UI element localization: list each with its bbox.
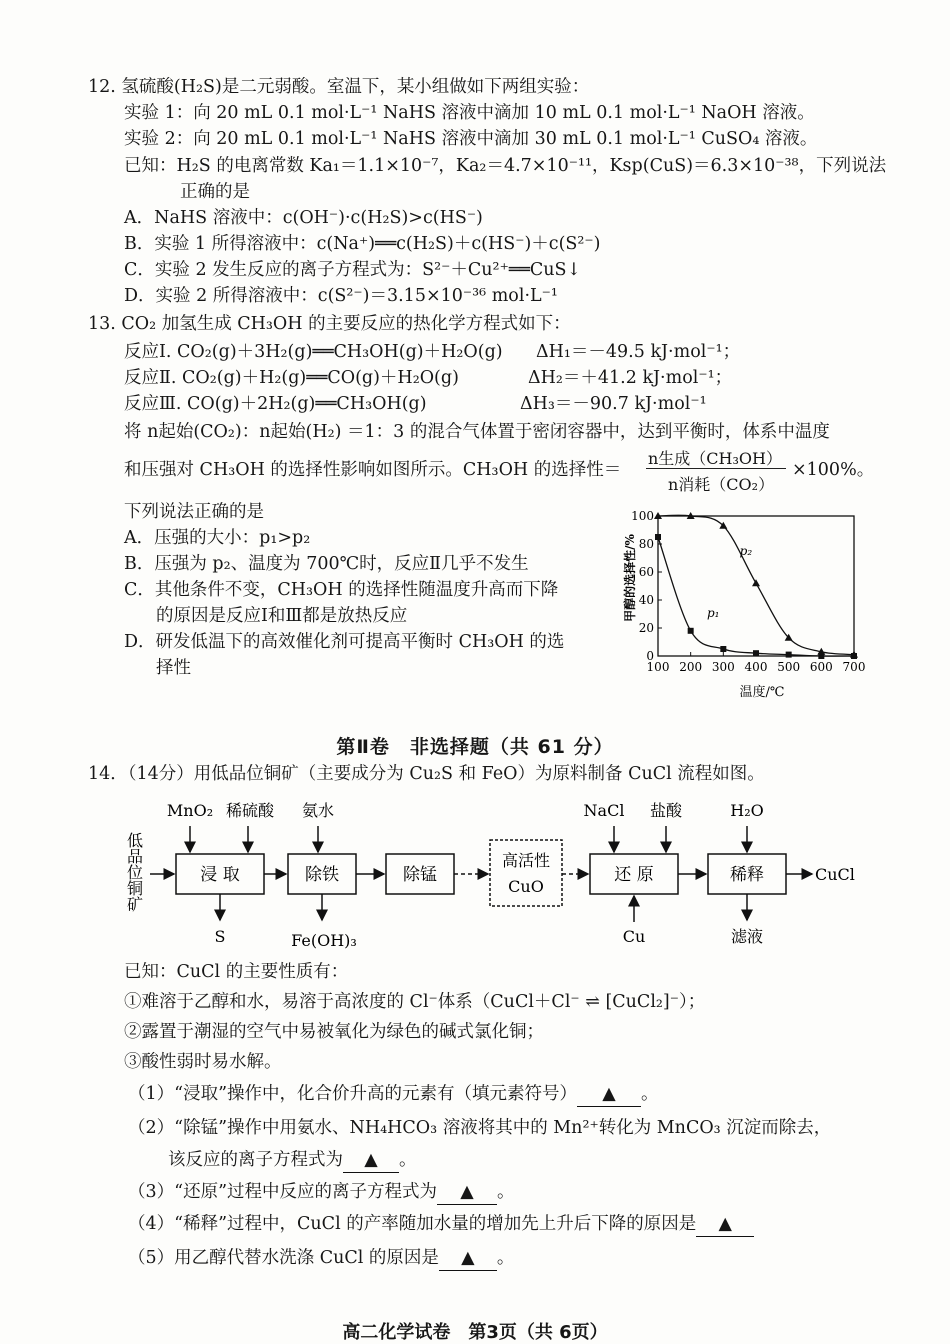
flow-box-reduce-label: 还 原	[614, 865, 654, 885]
q14-sub-5-text: （5）用乙醇代替水洗涤 CuCl 的原因是	[128, 1248, 439, 1268]
q12-exp2: 实验 2：向 20 mL 0.1 mol·L⁻¹ NaHS 溶液中滴加 30 mL 0.1 mol·L⁻¹ CuSO₄ 溶液。	[124, 129, 818, 149]
q13-option-a: A．压强的大小：p₁>p₂	[124, 528, 311, 548]
q12-option-b: B．实验 1 所得溶液中：c(Na⁺)══c(H₂S)＋c(HS⁻)＋c(S²⁻)	[124, 234, 601, 254]
q13-option-c: C．其他条件不变，CH₃OH 的选择性随温度升高而下降	[124, 580, 559, 600]
flow-box-cuo-label-2: CuO	[508, 877, 544, 896]
reagent-hcl: 盐酸	[649, 801, 683, 820]
output-filtrate: 滤液	[730, 927, 764, 946]
y-tick-label: 20	[638, 621, 654, 635]
q14-known: 已知：CuCl 的主要性质有：	[124, 962, 349, 982]
page-footer: 高二化学试卷 第3页（共 6页）	[342, 1322, 608, 1343]
flow-box-dilute-label: 稀释	[730, 865, 764, 885]
x-tick-label: 500	[777, 660, 801, 674]
y-tick-label: 60	[638, 565, 654, 579]
flow-box-leach-label: 浸 取	[200, 865, 240, 885]
q13-reaction-1-dh: ΔH₁＝－49.5 kJ·mol⁻¹；	[536, 342, 741, 362]
series-1-label: p₁	[707, 605, 720, 620]
q14-sub-2-cont-text: 该反应的离子方程式为	[168, 1150, 343, 1170]
series-2-label: p₂	[739, 544, 753, 559]
q13-option-d: D．研发低温下的高效催化剂可提高平衡时 CH₃OH 的选	[124, 632, 565, 652]
flow-box-mn-label: 除锰	[403, 865, 437, 885]
q13-stem: 13. CO₂ 加氢生成 CH₃OH 的主要反应的热化学方程式如下：	[88, 314, 571, 334]
q12-exp1: 实验 1：向 20 mL 0.1 mol·L⁻¹ NaHS 溶液中滴加 10 mL 0.1 mol·L⁻¹ NaOH 溶液。	[124, 103, 815, 123]
flow-input-label: 低品位铜矿	[124, 832, 144, 912]
y-tick-label: 80	[638, 537, 654, 551]
x-tick-label: 100	[646, 660, 670, 674]
q13-selectivity: 和压强对 CH₃OH 的选择性影响如图所示。CH₃OH 的选择性＝	[124, 460, 622, 480]
q13-reaction-3-dh: ΔH₃＝－90.7 kJ·mol⁻¹	[520, 394, 707, 414]
answer-blank-3[interactable]: ▲	[437, 1180, 497, 1205]
section-heading: 第Ⅱ卷 非选择题（共 61 分）	[336, 736, 614, 758]
x-tick-label: 200	[679, 660, 703, 674]
q14-sub-2: （2）“除锰”操作中用氨水、NH₄HCO₃ 溶液将其中的 Mn²⁺转化为 MnCO₃ 沉淀而除去，	[128, 1118, 832, 1138]
flow-box-cuo	[490, 840, 562, 906]
series-1-point	[753, 650, 759, 656]
chart-ylabel: 甲醇的选择性/%	[623, 534, 637, 622]
q12-known: 已知：H₂S 的电离常数 Ka₁＝1.1×10⁻⁷，Ka₂＝4.7×10⁻¹¹，Ksp(CuS)＝6.3×10⁻³⁸，下列说法	[124, 156, 887, 176]
flow-box-iron-label: 除铁	[305, 865, 339, 885]
answer-blank-2[interactable]: ▲	[343, 1148, 399, 1173]
x-tick-label: 400	[744, 660, 768, 674]
input-cu: Cu	[622, 927, 646, 946]
flow-diagram	[100, 792, 880, 962]
flow-arrows	[150, 826, 812, 922]
q14-sub-5: （5）用乙醇代替水洗涤 CuCl 的原因是 ▲ 。	[128, 1246, 514, 1271]
q13-reaction-1: 反应Ⅰ. CO₂(g)＋3H₂(g)══CH₃OH(g)＋H₂O(g)	[124, 342, 503, 362]
q12-option-c: C．实验 2 发生反应的离子方程式为：S²⁻＋Cu²⁺══CuS↓	[124, 260, 582, 280]
q12-stem: 12. 氢硫酸(H₂S)是二元弱酸。室温下，某小组做如下两组实验：	[88, 77, 590, 97]
q14-prop-2: ②露置于潮湿的空气中易被氧化为绿色的碱式氯化铜；	[124, 1022, 544, 1042]
q13-lead: 下列说法正确的是	[124, 502, 264, 522]
answer-blank-4[interactable]: ▲	[696, 1212, 754, 1237]
q14-sub-1: （1）“浸取”操作中，化合价升高的元素有（填元素符号） ▲ 。	[128, 1082, 659, 1107]
q14-sub-3: （3）“还原”过程中反应的离子方程式为 ▲ 。	[128, 1180, 515, 1205]
q13-frac-numerator: n生成（CH₃OH）	[648, 449, 782, 468]
q14-sub-4	[128, 1212, 754, 1237]
series-1-point	[786, 652, 792, 658]
q13-option-c-cont: 的原因是反应Ⅰ和Ⅲ都是放热反应	[156, 606, 408, 626]
reagent-nacl: NaCl	[583, 801, 625, 820]
q14-sub-4-text: （4）“稀释”过程中，CuCl 的产率随加水量的增加先上升后下降的原因是	[128, 1214, 697, 1234]
q14-prop-3: ③酸性弱时易水解。	[124, 1052, 282, 1072]
reagent-ammonia: 氨水	[301, 801, 335, 820]
q13-option-b: B．压强为 p₂、温度为 700℃时，反应Ⅱ几乎不发生	[124, 554, 529, 574]
output-cucl: CuCl	[815, 865, 855, 884]
q12-option-a: A．NaHS 溶液中：c(OH⁻)·c(H₂S)>c(HS⁻)	[124, 208, 483, 228]
methanol-selectivity-chart	[604, 500, 874, 705]
q12-known-cont: 正确的是	[180, 182, 250, 202]
series-2-point	[752, 579, 760, 586]
y-tick-label: 0	[646, 649, 654, 663]
q13-ratio: 将 n起始(CO₂)：n起始(H₂) ＝1：3 的混合气体置于密闭容器中，达到平衡时，体系中温度	[124, 422, 830, 442]
q14-sub-3-text: （3）“还原”过程中反应的离子方程式为	[128, 1182, 438, 1202]
q13-frac-tail: ×100%。	[792, 460, 875, 480]
q13-frac-denominator: n消耗（CO₂）	[668, 475, 775, 494]
reagent-h2so4: 稀硫酸	[225, 801, 275, 820]
y-tick-label: 40	[638, 593, 654, 607]
q13-option-d-cont: 择性	[156, 658, 191, 678]
q14-stem: 14．（14分）用低品位铜矿（主要成分为 Cu₂S 和 FeO）为原料制备 CuCl 流程如图。	[88, 764, 765, 784]
series-1-point	[688, 628, 694, 634]
flow-box-cuo-label-1: 高活性	[501, 851, 551, 870]
x-tick-label: 300	[711, 660, 735, 674]
series-line-1	[658, 537, 854, 656]
q12-option-d: D．实验 2 所得溶液中：c(S²⁻)＝3.15×10⁻³⁶ mol·L⁻¹	[124, 286, 558, 306]
output-s: S	[214, 927, 226, 946]
reagent-mno2: MnO₂	[166, 801, 214, 820]
x-tick-label: 600	[809, 660, 833, 674]
q13-frac-bar	[646, 468, 786, 469]
q13-reaction-2-dh: ΔH₂＝＋41.2 kJ·mol⁻¹；	[528, 368, 733, 388]
q14-prop-1: ①难溶于乙醇和水，易溶于高浓度的 Cl⁻体系（CuCl＋Cl⁻ ⇌ [CuCl₂]⁻）；	[124, 992, 706, 1012]
q13-reaction-3: 反应Ⅲ. CO(g)＋2H₂(g)══CH₃OH(g)	[124, 394, 427, 414]
q14-sub-1-text: （1）“浸取”操作中，化合价升高的元素有（填元素符号）	[128, 1084, 578, 1104]
series-1-point	[655, 534, 661, 540]
y-tick-label: 100	[631, 509, 654, 523]
reagent-water: H₂O	[730, 801, 764, 820]
output-feoh3: Fe(OH)₃	[291, 931, 357, 950]
chart-xlabel: 温度/℃	[739, 685, 785, 700]
answer-blank-1[interactable]: ▲	[577, 1082, 641, 1107]
series-1-point	[720, 646, 726, 652]
q13-reaction-2: 反应Ⅱ. CO₂(g)＋H₂(g)══CO(g)＋H₂O(g)	[124, 368, 459, 388]
x-tick-label: 700	[842, 660, 866, 674]
q14-sub-2-cont: 该反应的离子方程式为 ▲ 。	[168, 1148, 417, 1173]
answer-blank-5[interactable]: ▲	[439, 1246, 497, 1271]
